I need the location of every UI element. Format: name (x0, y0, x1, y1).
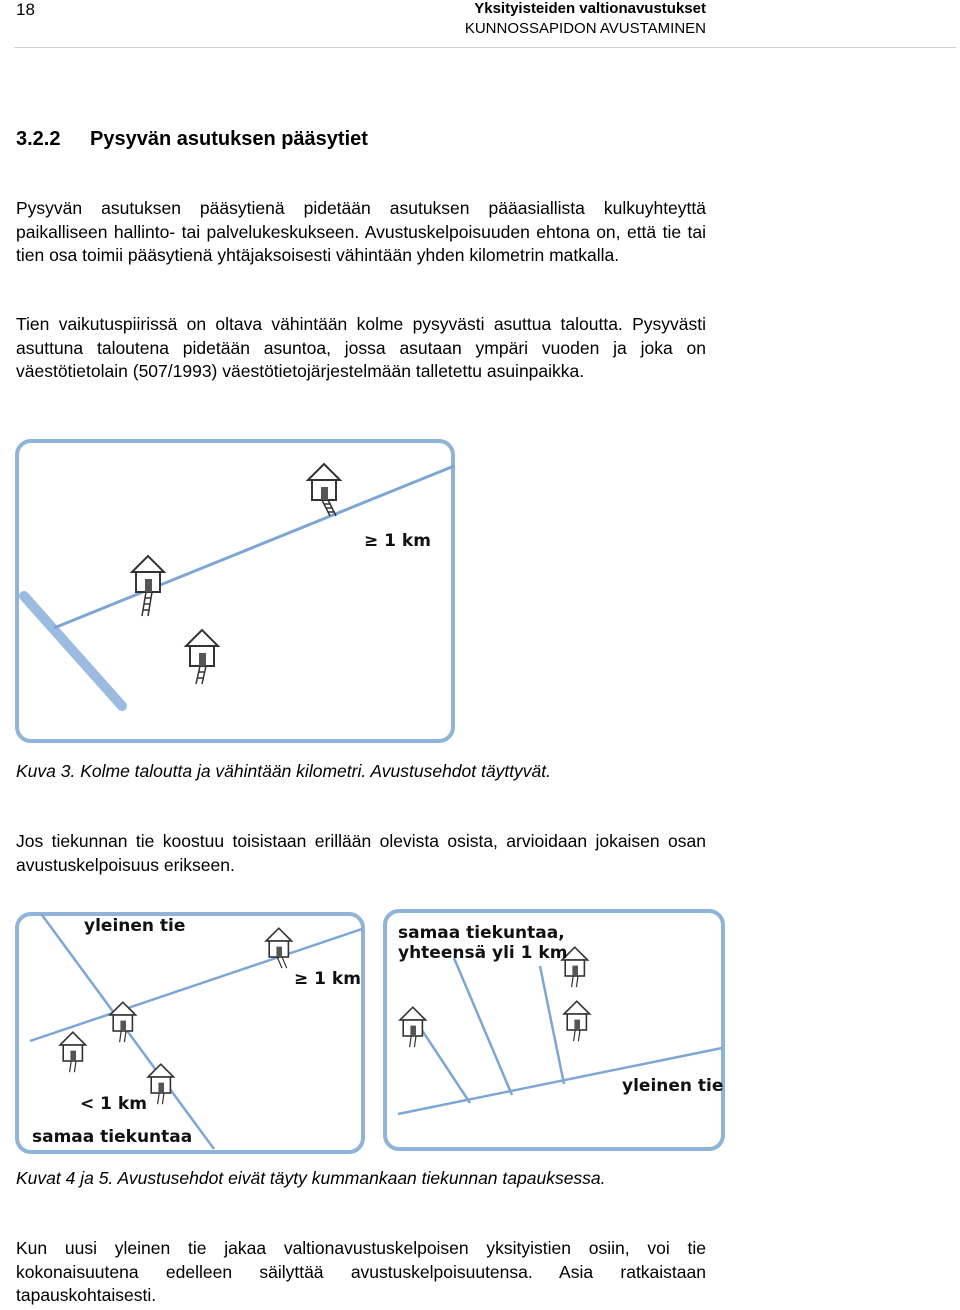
header-divider (14, 47, 956, 48)
running-header-subtitle: KUNNOSSAPIDON AVUSTAMINEN (464, 20, 706, 37)
long-distance-label: ≥ 1 km (294, 969, 361, 989)
figure-5 (382, 908, 726, 1152)
section-title: Pysyvän asutuksen pääsytiet (90, 128, 368, 150)
page-number: 18 (16, 0, 35, 19)
paragraph-3: Jos tiekunnan tie koostuu toisistaan erillään olevista osista, arvioidaan jokaisen osan avustuskelpoisuus erikseen. (16, 831, 706, 875)
figure-frame (17, 441, 453, 741)
paragraph-4: Kun uusi yleinen tie jakaa valtionavustuskelpoisen yksityistien osiin, voi tie kokonaisuutena edelleen säilyttää avustuskelpoisuutensa. Asia ratkaistaan tapauskohtaisesti. (16, 1238, 706, 1305)
public-road-label: yleinen tie (622, 1076, 724, 1096)
paragraph-1: Pysyvän asutuksen pääsytienä pidetään asutuksen pääasiallista kulkuyhteyttä paikalliseen hallinto- tai palvelukeskukseen. Avustuskelpoisuuden ehtona on, että tie tai tien osa toimii pääsytienä yhtäjaksoisesti vähintään yhden kilometrin matkalla. (16, 198, 706, 265)
figure-3-caption: Kuva 3. Kolme taloutta ja vähintään kilometri. Avustusehdot täyttyvät. (16, 761, 552, 781)
road-association-label-line2: yhteensä yli 1 km (398, 943, 568, 963)
paragraph-2: Tien vaikutuspiirissä on oltava vähintään kolme pysyvästi asuttua taloutta. Pysyvästi asuttuna taloutena pidetään asuntoa, jossa asutaan ympäri vuoden ja joka on väestötietolain (507/1993) väestötietojärjestelmään talletettu asuinpaikka. (16, 314, 706, 381)
road-association-label: samaa tiekuntaa (32, 1127, 193, 1147)
section-number: 3.2.2 (16, 128, 61, 150)
distance-label: ≥ 1 km (364, 531, 431, 551)
figures-4-5-caption: Kuvat 4 ja 5. Avustusehdot eivät täyty kummankaan tiekunnan tapauksessa. (16, 1168, 606, 1188)
short-distance-label: < 1 km (80, 1094, 147, 1114)
figure-4 (14, 911, 366, 1155)
public-road-label: yleinen tie (84, 916, 186, 936)
section-heading (16, 128, 368, 151)
figure-3 (14, 438, 456, 744)
road-association-label-line1: samaa tiekuntaa, (398, 923, 565, 943)
running-header-title: Yksityisteiden valtionavustukset (474, 0, 706, 17)
